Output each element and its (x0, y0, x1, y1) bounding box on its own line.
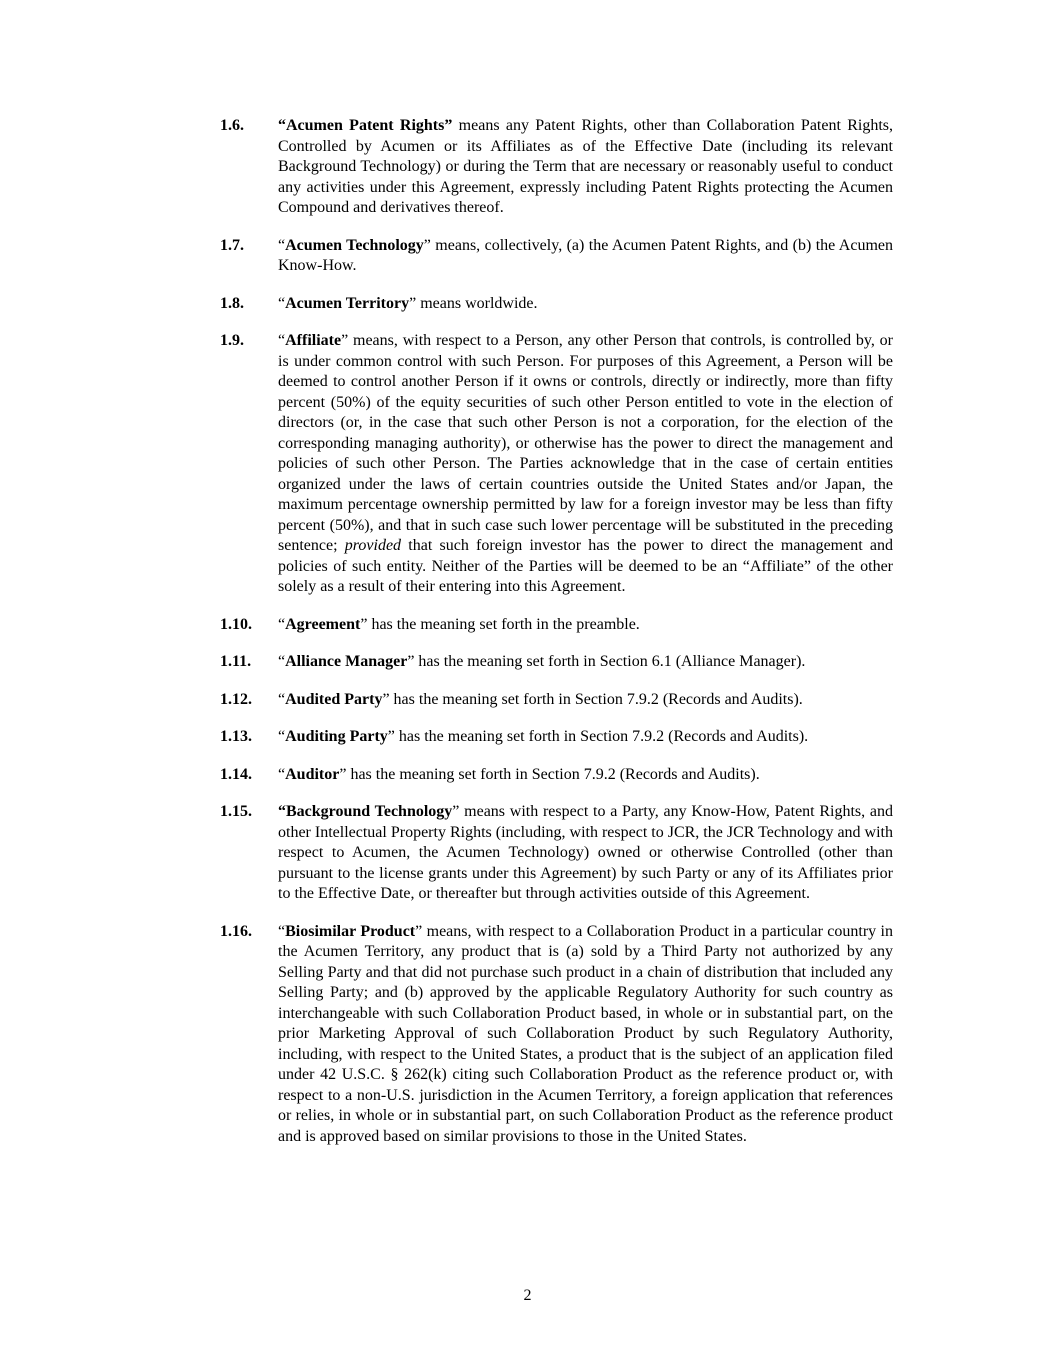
open-quote: “ (278, 765, 286, 783)
definition-text: ” has the meaning set forth in Section 7.9.2 (Records and Audits). (339, 765, 760, 783)
definition-term: Audited Party (285, 690, 383, 708)
definition-term: Biosimilar Product (285, 922, 416, 940)
definition-text: ” means, with respect to a Person, any other Person that controls, is controlled by, or is under common control with such Person. For purposes of this Agreement, a Person will be deemed to control another Person if it owns or controls, directly or indirectly, more than fifty percent (50%) of the equity securities of such other Person entitled to vote in the election of directors (or, in the case that such other Person is not a corporation, for the election of the corresponding managing authority), or otherwise has the power to direct the management and policies of such other Person. The Parties acknowledge that in the case of certain entities organized under the laws of certain countries outside the United States and/or Japan, the maximum percentage ownership permitted by law for a foreign investor may be less than fifty percent (50%), and that in such case such lower percentage will be substituted in the preceding sentence; (278, 332, 893, 554)
definition-text: ” has the meaning set forth in Section 7.9.2 (Records and Audits). (387, 728, 809, 745)
definition-body (278, 765, 893, 786)
definition-number: 1.16. (220, 922, 252, 940)
definition-body (278, 331, 893, 598)
definition-1-6 (220, 116, 893, 219)
definition-text: ” means worldwide. (409, 294, 538, 312)
definition-body (278, 236, 893, 277)
definition-text: ” has the meaning set forth in the preamble. (360, 615, 640, 633)
definition-body (278, 294, 893, 315)
definition-term: Alliance Manager (285, 653, 408, 670)
definition-1-14 (220, 765, 893, 786)
definition-1-10 (220, 615, 893, 636)
definition-1-15 (220, 802, 893, 905)
open-quote: “ (278, 922, 286, 940)
definition-term: Auditing Party (285, 728, 388, 745)
page-number: 2 (523, 1287, 532, 1304)
definition-number: 1.12. (220, 690, 252, 708)
definition-text: ” means, with respect to a Collaboration Product in a particular country in the Acumen Territory, any product that is (a) sold by a Third Party not authorized by any Selling Party and that did not purchase such product in a chain of distribution that included any Selling Party; and (b) approved by the applicable Regulatory Authority for such country as interchangeable with such Collaboration Product based, in whole or in substantial part, on the prior Marketing Approval of such Collaboration Product by such Regulatory Authority, including, with respect to the United States, a product that is the subject of an application filed under 42 U.S.C. § 262(k) citing such Collaboration Product as the reference product or, with respect to a non-U.S. jurisdiction in the Acumen Territory, a foreign application that references or relies, in whole or in substantial part, on such Collaboration Product as the reference product and is approved based on similar provisions to those in the United States. (278, 922, 893, 1145)
definition-1-7 (220, 236, 893, 277)
open-quote: “ (278, 236, 286, 254)
definition-italic-text: provided (344, 537, 402, 554)
definition-text: means any Patent Rights, other than Collaboration Patent Rights, Controlled by Acumen or its Affiliates as of the Effective Date (including its relevant Background Technology) or during the Term that are necessary or reasonably useful to conduct any activities under this Agreement, expressly including Patent Rights protecting the Acumen Compound and derivatives thereof. (278, 117, 894, 216)
definition-text-continued: that such foreign investor has the power to direct the management and policies of such entity. Neither of the Parties will be deemed to be an “Affiliate” of the other solely as a result of their entering into this Agreement. (278, 537, 894, 595)
definition-number: 1.14. (220, 765, 252, 783)
definition-term: Acumen Territory (285, 294, 410, 312)
definition-body (278, 922, 893, 1148)
definition-1-13 (220, 727, 893, 748)
open-quote: “ (278, 728, 286, 745)
definition-text: ” means with respect to a Party, any Know-How, Patent Rights, and other Intellectual Property Rights (including, with respect to JCR, the JCR Technology and with respect to Acumen, the Acumen Technology) owned or otherwise Controlled (other than pursuant to the license grants under this Agreement) by such Party or any of its Affiliates prior to the Effective Date, or thereafter but through activities outside of this Agreement. (278, 803, 894, 902)
definition-body (278, 727, 893, 748)
definition-term: Auditor (285, 765, 340, 783)
definition-body (278, 802, 893, 905)
definition-body (278, 615, 893, 636)
definition-number: 1.13. (220, 728, 252, 745)
open-quote: “ (278, 294, 286, 312)
definition-number: 1.9. (220, 332, 244, 349)
definition-body (278, 116, 893, 219)
definition-text: ” has the meaning set forth in Section 6.1 (Alliance Manager). (407, 653, 806, 670)
definition-number: 1.7. (220, 236, 244, 254)
definition-number: 1.10. (220, 615, 252, 633)
definition-1-11 (220, 652, 893, 673)
definition-body (278, 690, 893, 711)
definition-term: Acumen Technology (285, 236, 424, 254)
definition-term: Affiliate (285, 332, 342, 349)
definition-1-16 (220, 922, 893, 1148)
definition-1-8 (220, 294, 893, 315)
definition-number: 1.11. (220, 653, 252, 670)
open-quote: “ (278, 653, 286, 670)
definition-term: Agreement (285, 615, 361, 633)
definition-number: 1.8. (220, 294, 244, 312)
definition-1-12 (220, 690, 893, 711)
definition-text: ” means, collectively, (a) the Acumen Patent Rights, and (b) the Acumen Know-How. (278, 236, 893, 274)
open-quote: “ (278, 332, 286, 349)
definition-body (278, 652, 893, 673)
definitions-list (220, 116, 893, 1164)
definition-term: “Acumen Patent Rights” (278, 117, 453, 134)
open-quote: “ (278, 690, 286, 708)
definition-text: ” has the meaning set forth in Section 7.9.2 (Records and Audits). (382, 690, 803, 708)
definition-1-9 (220, 331, 893, 598)
open-quote: “ (278, 615, 286, 633)
definition-term: “Background Technology (278, 803, 453, 820)
definition-number: 1.6. (220, 117, 244, 134)
definition-number: 1.15. (220, 803, 252, 820)
